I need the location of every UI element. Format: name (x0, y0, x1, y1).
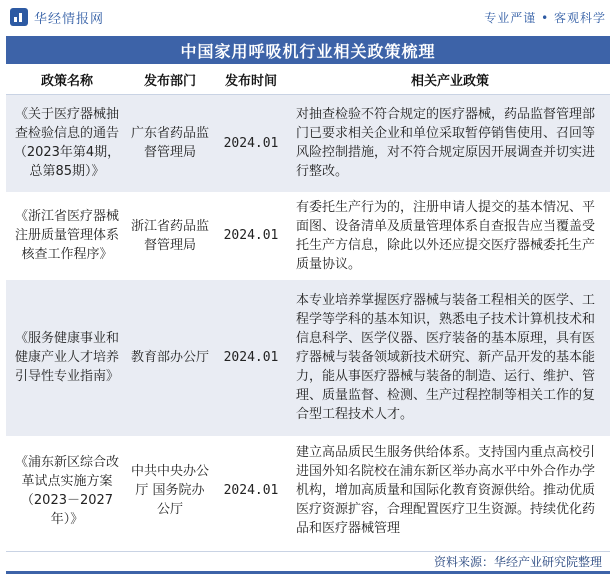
policy-name: 《浙江省医疗器械注册质量管理体系核查工作程序》 (6, 193, 128, 279)
policy-name: 《浦东新区综合改革试点实施方案（2023－2027年）》 (6, 437, 128, 545)
policy-time: 2024.01 (212, 193, 290, 279)
column-header-time: 发布时间 (212, 64, 290, 95)
policy-time: 2024.01 (212, 95, 290, 193)
policy-table (6, 64, 610, 546)
source-note (6, 551, 610, 570)
table-row (6, 279, 610, 437)
page-title: 中国家用呼吸机行业相关政策梳理 (6, 36, 610, 64)
policy-name: 《服务健康事业和健康产业人才培养引导性专业指南》 (6, 279, 128, 437)
policy-name: 《关于医疗器械抽查检验信息的通告（2023年第4期，总第85期）》 (6, 95, 128, 193)
brand (10, 8, 104, 27)
table-row (6, 193, 610, 279)
slogan: 专业严谨 • 客观科学 (484, 10, 606, 25)
column-header-dept: 发布部门 (128, 64, 212, 95)
policy-dept: 广东省药品监督管理局 (128, 95, 212, 193)
table-header-row (6, 64, 610, 95)
policy-content: 本专业培养掌握医疗器械与装备工程相关的医学、工程学等学科的基本知识，熟悉电子技术计算机技术和信息科学、医学仪器、医疗装备的基本原理，具有医疗器械与装备领域新技术研究、新产品开发的基本能力，能从事医疗器械与装备的制造、运行、维护、管理、质量监督、检测、生产过程控制等相关工作的复合型工程技术人才。 (290, 279, 610, 437)
policy-time: 2024.01 (212, 279, 290, 437)
table-row (6, 95, 610, 193)
policy-content: 对抽查检验不符合规定的医疗器械，药品监督管理部门已要求相关企业和单位采取暂停销售使用、召回等风险控制措施，对不符合规定原因开展调查并切实进行整改。 (290, 95, 610, 193)
brand-name: 华经情报网 (34, 11, 105, 27)
source-text: 资料来源：华经产业研究院整理 (433, 554, 602, 569)
policy-dept: 中共中央办公厅 国务院办公厅 (128, 437, 212, 545)
policy-content: 有委托生产行为的，注册申请人提交的基本情况、平面图、设备清单及质量管理体系自查报告应当覆盖受托生产方信息，除此以外还应提交医疗器械委托生产质量协议。 (290, 193, 610, 279)
column-header-policy: 相关产业政策 (290, 64, 610, 95)
column-header-name: 政策名称 (6, 64, 128, 95)
chart-logo-icon (10, 8, 28, 26)
policy-time: 2024.01 (212, 437, 290, 545)
table-row (6, 437, 610, 545)
bottom-divider (6, 571, 610, 574)
top-bar (0, 0, 616, 34)
policy-content: 建立高品质民生服务供给体系。支持国内重点高校引进国外知名院校在浦东新区举办高水平中外合作办学机构，增加高质量和国际化教育资源供给。推动优质医疗资源扩容，合理配置医疗卫生资源。持续优化药品和医疗器械管理 (290, 437, 610, 545)
policy-dept: 浙江省药品监督管理局 (128, 193, 212, 279)
policy-dept: 教育部办公厅 (128, 279, 212, 437)
